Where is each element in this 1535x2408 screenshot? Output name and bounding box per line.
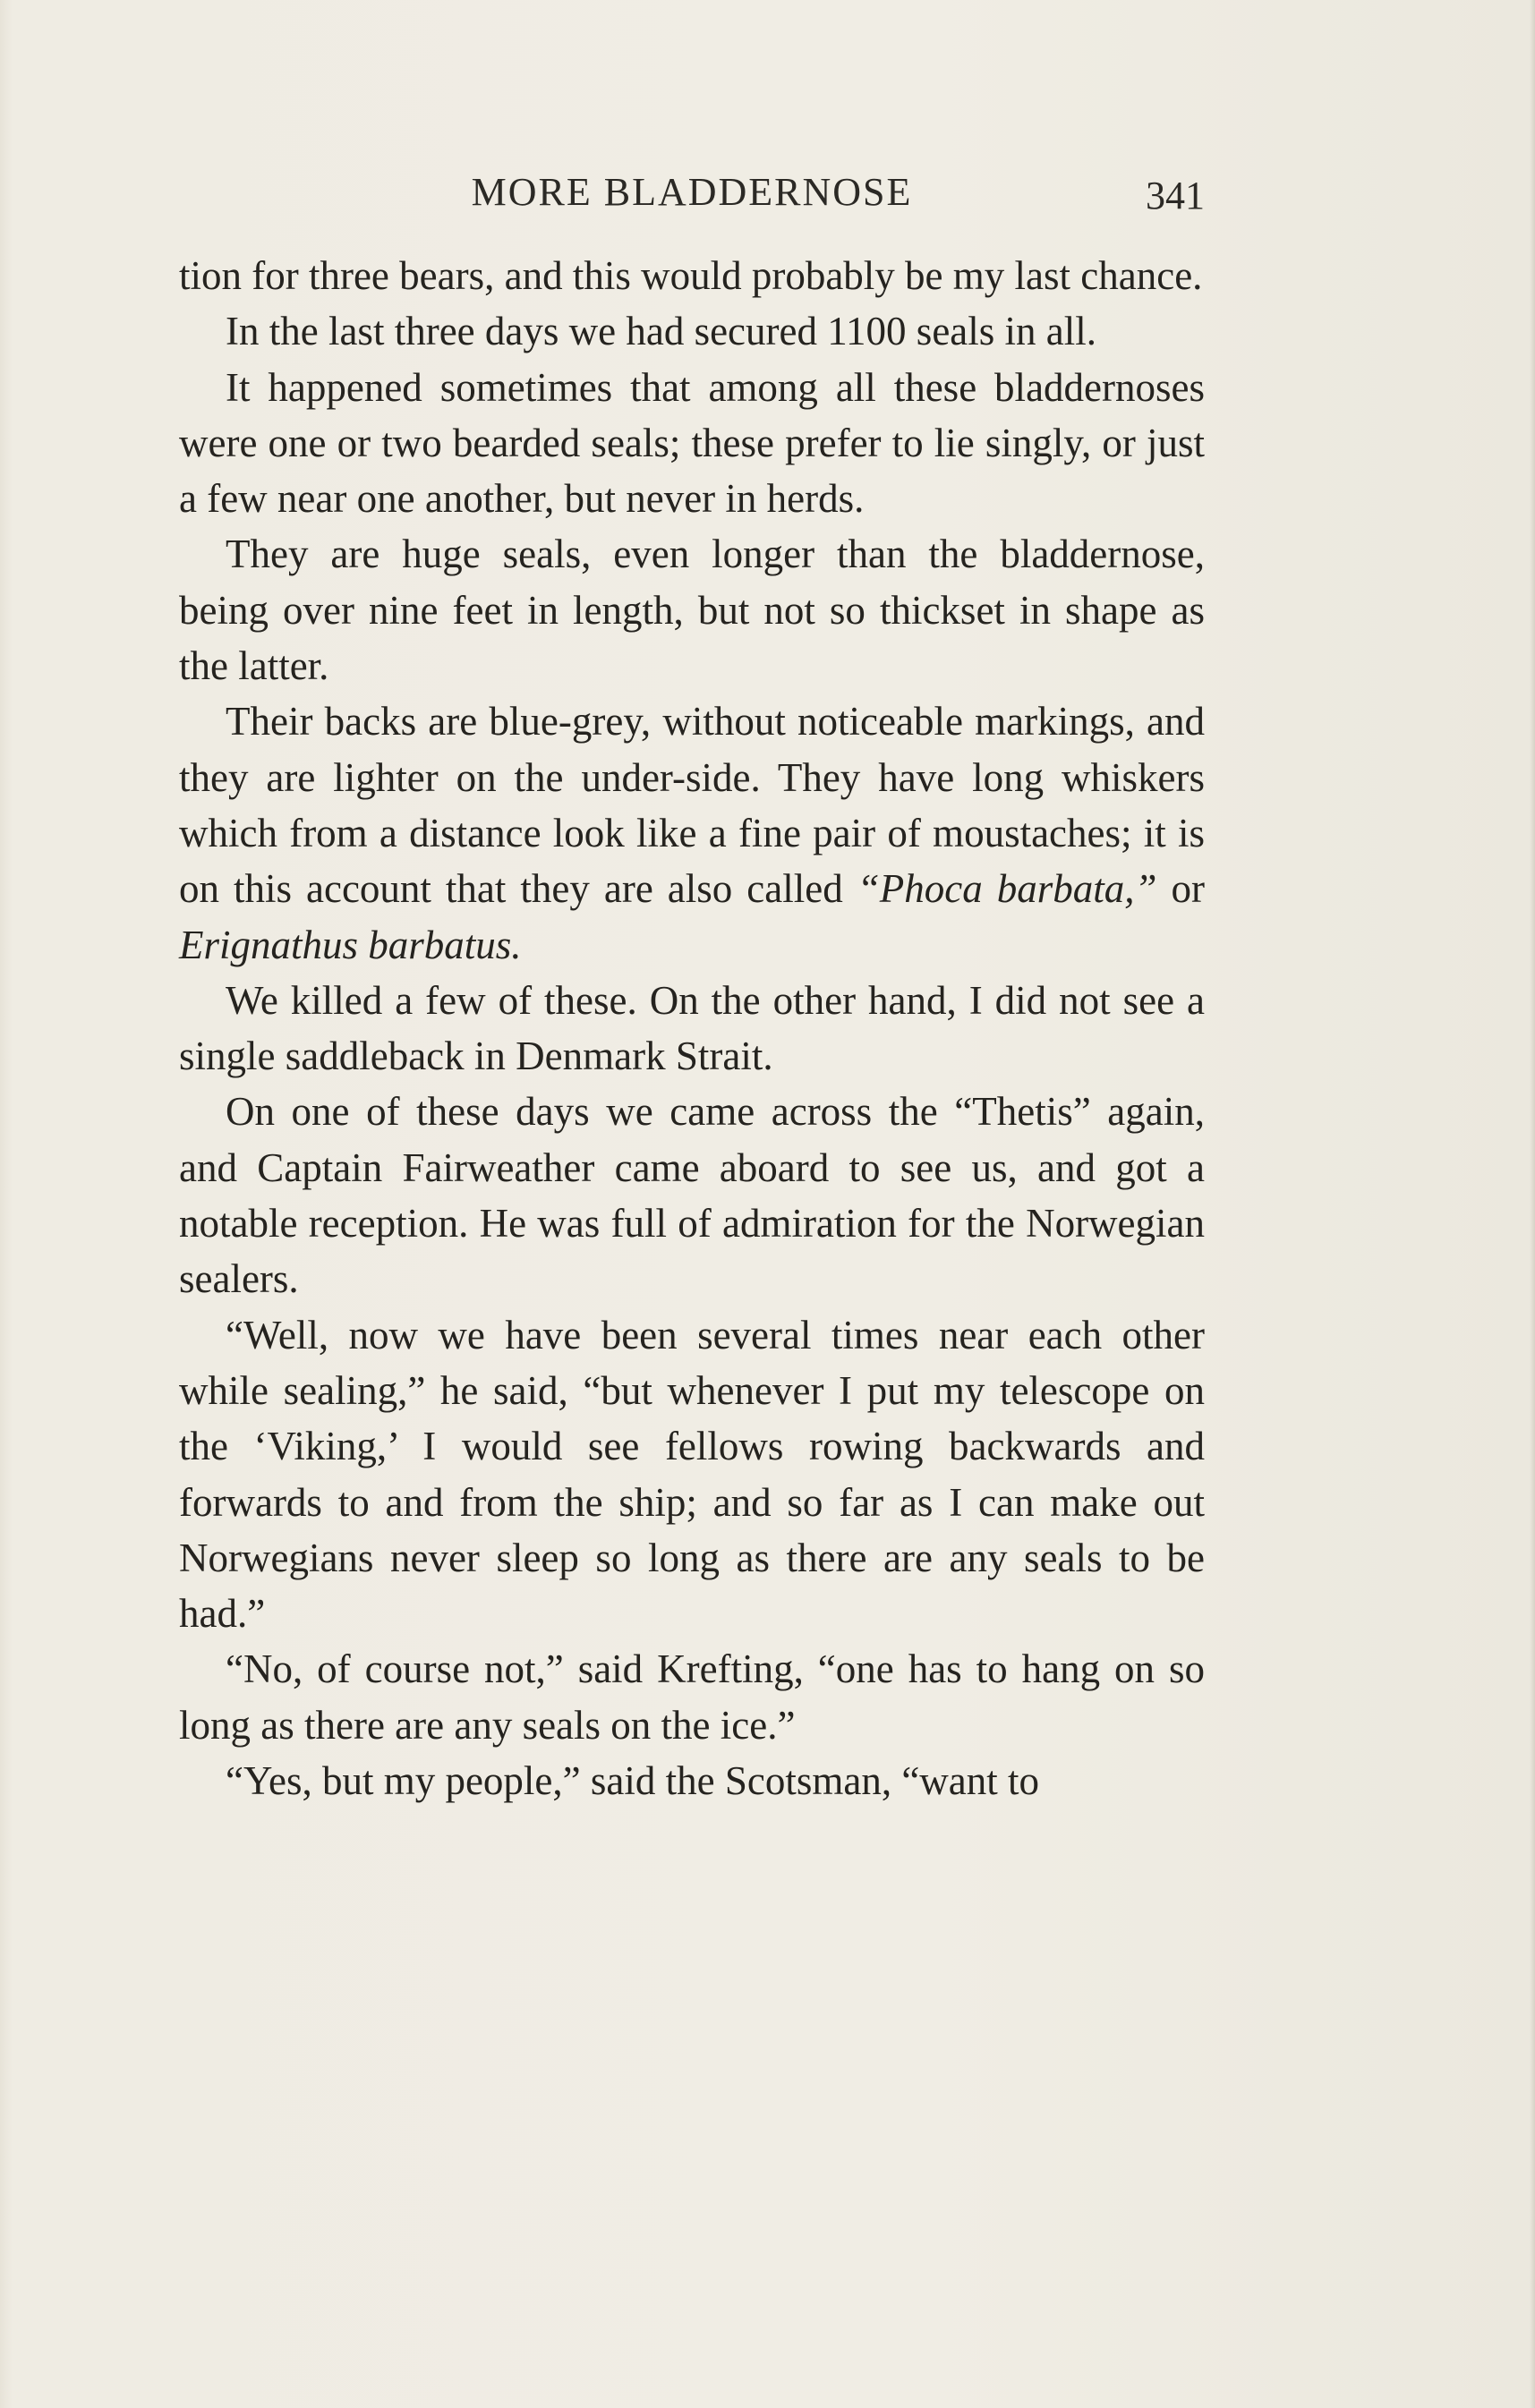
paragraph-9: “No, of course not,” said Krefting, “one has to hang on so long as there are any seals on the ice.” (179, 1646, 1205, 1748)
paragraph-10: “Yes, but my people,” said the Scotsman, “want to (226, 1758, 1040, 1804)
paragraph-5-text-before: Their backs are blue-grey, without noticeable markings, and they are lighter on the under-side. They have long whiskers which from a distance look like a fine pair of moustaches; it is on this account that they are also called (179, 699, 1205, 912)
paragraph-3: It happened sometimes that among all these bladdernoses were one or two bearded seals; these prefer to lie singly, or just a few near one another, but never in herds. (179, 364, 1205, 522)
paragraph-4: They are huge seals, even longer than the bladdernose, being over nine feet in length, but not so thickset in shape as the latter. (179, 532, 1205, 689)
page-edge-shadow (1530, 0, 1535, 2408)
running-head (179, 161, 1205, 224)
species-name-phoca: “Phoca barbata,” (857, 866, 1157, 912)
paragraph-5-text-middle: or (1156, 866, 1205, 912)
species-name-erignathus: Erignathus barbatus. (179, 922, 522, 967)
paragraph-7: On one of these days we came across the “Thetis” again, and Captain Fairweather came aboard to see us, and got a notable reception. He was full of admiration for the Norwegian sealers. (179, 1089, 1205, 1302)
paragraph-2: In the last three days we had secured 1100 seals in all. (226, 309, 1097, 354)
page-number: 341 (1146, 174, 1205, 217)
paragraph-5 (179, 693, 1205, 972)
paragraph-6: We killed a few of these. On the other hand, I did not see a single saddleback in Denmark Strait. (179, 977, 1205, 1079)
paragraph-1: tion for three bears, and this would probably be my last chance. (179, 253, 1203, 298)
paragraph-8: “Well, now we have been several times near each other while sealing,” he said, “but whenever I put my telescope on the ‘Viking,’ I would see fellows rowing backwards and forwards to and from the ship; and so far as I can make out Norwegians never sleep so long as there are any seals to be had.” (179, 1312, 1205, 1637)
running-title: MORE BLADDERNOSE (471, 170, 913, 214)
body-text (179, 248, 1205, 1808)
